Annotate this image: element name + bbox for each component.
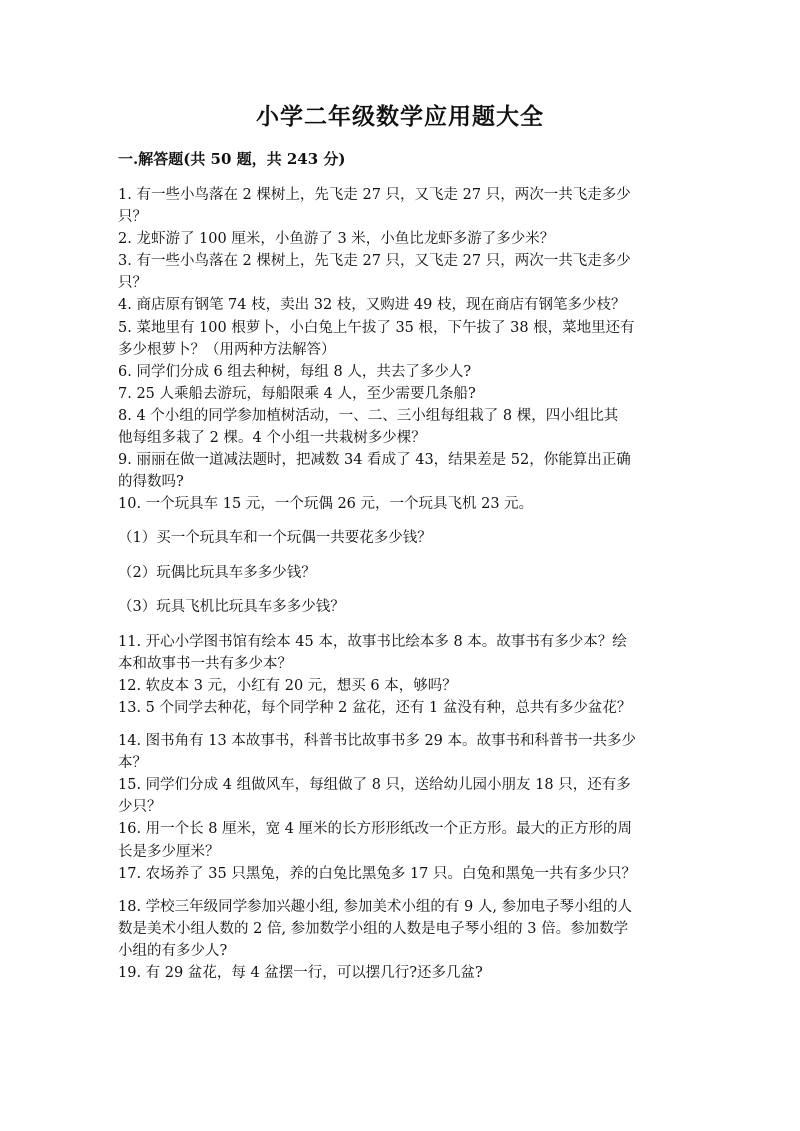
question-9-line-2: 的得数吗? <box>118 474 184 491</box>
question-18-line-3: 小组的有多少人? <box>118 942 228 959</box>
question-18-line-2: 数是美术小组人数的 2 倍, 参加数学小组的人数是电子琴小组的 3 倍。参加数学 <box>118 920 629 937</box>
question-2-line-1: 2. 龙虾游了 100 厘米，小鱼游了 3 米，小鱼比龙虾多游了多少米？ <box>118 231 555 248</box>
question-10-line-1: 10. 一个玩具车 15 元，一个玩偶 26 元，一个玩具飞机 23 元。 <box>118 496 534 513</box>
question-3-line-1: 3. 有一些小鸟落在 2 棵树上，先飞走 27 只，又飞走 27 只，两次一共飞走多少 <box>118 253 631 270</box>
question-1-line-2: 只？ <box>118 209 147 226</box>
question-12-line-1: 12. 软皮本 3 元，小红有 20 元，想买 6 本，够吗？ <box>118 677 457 694</box>
question-17-line-1: 17. 农场养了 35 只黑兔，养的白兔比黑兔多 17 只。白兔和黑兔一共有多少只？ <box>118 865 637 882</box>
question-9-line-1: 9. 丽丽在做一道减法题时，把减数 34 看成了 43，结果差是 52，你能算出正确 <box>118 452 631 469</box>
spacer <box>118 618 680 631</box>
question-3-line-2: 只？ <box>118 275 147 292</box>
question-16-line-2: 长是多少厘米？ <box>118 843 220 860</box>
question-18-line-1: 18. 学校三年级同学参加兴趣小组, 参加美术小组的有 9 人, 参加电子琴小组的人 <box>118 898 633 915</box>
question-13-line-1: 13. 5 个同学去种花，每个同学种 2 盆花，还有 1 盆没有种，总共有多少盆花？ <box>118 699 632 716</box>
question-7-line-1: 7. 25 人乘船去游玩，每船限乘 4 人，至少需要几条船? <box>118 385 476 402</box>
spacer <box>118 550 680 562</box>
question-15-line-2: 少只？ <box>118 799 162 816</box>
question-8-line-1: 8. 4 个小组的同学参加植树活动，一、二、三小组每组栽了 8 棵，四小组比其 <box>118 407 619 424</box>
question-10-subquestion-3: （3）玩具飞机比玩具车多多少钱？ <box>118 598 345 615</box>
section-heading: 一.解答题(共 50 题，共 243 分) <box>118 150 346 168</box>
question-11-line-2: 本和故事书一共有多少本？ <box>118 655 292 672</box>
spacer <box>118 719 680 730</box>
question-15-line-1: 15. 同学们分成 4 组做风车，每组做了 8 只，送给幼儿园小朋友 18 只，还有多 <box>118 777 631 794</box>
question-6-line-1: 6. 同学们分成 6 组去种树，每组 8 人，共去了多少人? <box>118 363 472 380</box>
spacer <box>118 885 680 896</box>
question-10-subquestion-2: （2）玩偶比玩具车多多少钱？ <box>118 564 316 581</box>
question-8-line-2: 他每组多栽了 2 棵。4 个小组一共栽树多少棵？ <box>118 430 426 447</box>
spacer <box>118 515 680 527</box>
question-5-line-2: 多少根萝卜？（用两种方法解答） <box>118 341 336 358</box>
question-10-subquestion-1: （1）买一个玩具车和一个玩偶一共要花多少钱？ <box>118 530 432 547</box>
question-14-line-2: 本？ <box>118 755 147 772</box>
question-11-line-1: 11. 开心小学图书馆有绘本 45 本，故事书比绘本多 8 本。故事书有多少本？绘 <box>118 633 627 650</box>
question-5-line-1: 5. 菜地里有 100 根萝卜，小白兔上午拔了 35 根，下午拔了 38 根，菜地里还有 <box>118 319 635 336</box>
question-1-line-1: 1. 有一些小鸟落在 2 棵树上，先飞走 27 只，又飞走 27 只，两次一共飞走多少 <box>118 187 631 203</box>
question-16-line-1: 16. 用一个长 8 厘米，宽 4 厘米的长方形形纸改一个正方形。最大的正方形的周 <box>118 821 633 838</box>
question-19-line-1: 19. 有 29 盆花，每 4 盆摆一行，可以摆几行?还多几盆? <box>118 965 483 981</box>
spacer <box>118 584 680 596</box>
question-14-line-1: 14. 图书角有 13 本故事书，科普书比故事书多 29 本。故事书和科普书一共多少 <box>118 733 637 750</box>
question-4-line-1: 4. 商店原有钢笔 74 枝，卖出 32 枝，又购进 49 枝，现在商店有钢笔多少枝？ <box>118 297 626 314</box>
question-list <box>118 184 680 984</box>
document-title: 小学二年级数学应用题大全 <box>256 103 544 130</box>
